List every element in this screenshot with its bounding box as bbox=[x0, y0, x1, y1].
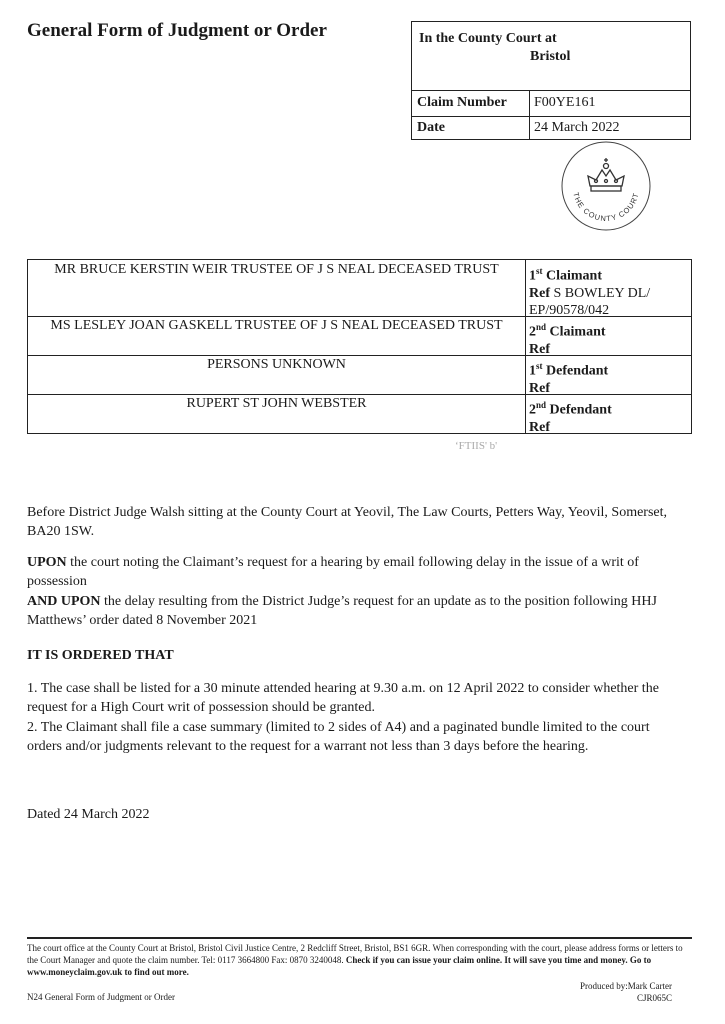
faint-stamp-mark: ʻFTIIS' b' bbox=[455, 440, 498, 452]
order-item-1: 1. The case shall be listed for a 30 minute attended hearing at 9.30 a.m. on 12 April 2022 to consider whether the request for a High Court writ of possession should be granted. bbox=[27, 681, 659, 715]
party-name-1: MR BRUCE KERSTIN WEIR TRUSTEE OF J S NEAL DECEASED TRUST bbox=[54, 262, 499, 277]
and-upon-paragraph: AND UPON the delay resulting from the District Judge’s request for an update as to the position following HHJ Matthews’ order dated 8 November 2021 bbox=[27, 594, 657, 628]
ordered-heading: IT IS ORDERED THAT bbox=[27, 648, 174, 663]
party-name-4: RUPERT ST JOHN WEBSTER bbox=[186, 396, 367, 411]
party-role-2: 2nd Claimant Ref bbox=[529, 322, 606, 357]
form-title: General Form of Judgment or Order bbox=[27, 20, 327, 41]
party-role-1: 1st Claimant Ref S BOWLEY DL/ EP/90578/042 bbox=[529, 266, 651, 318]
footer-divider bbox=[27, 937, 692, 939]
party-role-4: 2nd Defendant Ref bbox=[529, 400, 612, 435]
order-item-2: 2. The Claimant shall file a case summary (limited to 2 sides of A4) and a paginated bundle limited to the court orders and/or judgments relevant to the request for a warrant not less than 3 days before the hearing. bbox=[27, 720, 650, 754]
footer-court-info: The court office at the County Court at Bristol, Bristol Civil Justice Centre, 2 Redcliff Street, Bristol, BS1 6GR. When corresponding with the court, please address forms or letters to the Court Manager and quote the claim number. Tel: 0117 3664800 Fax: 0870 3240048. Check if you can issue your claim online. It will save you time and money. Go to www.moneyclaim.gov.uk to find out more. bbox=[27, 943, 683, 977]
footer-form-id: N24 General Form of Judgment or Order bbox=[27, 992, 175, 1002]
claim-number-value: F00YE161 bbox=[534, 95, 596, 110]
court-heading: In the County Court at bbox=[419, 31, 557, 46]
svg-text:THE COUNTY COURT: THE COUNTY COURT bbox=[571, 191, 641, 224]
party-name-2: MS LESLEY JOAN GASKELL TRUSTEE OF J S NEAL DECEASED TRUST bbox=[50, 318, 503, 333]
upon-paragraph: UPON the court noting the Claimant’s request for a hearing by email following delay in the issue of a writ of possession bbox=[27, 555, 639, 589]
party-name-3: PERSONS UNKNOWN bbox=[207, 357, 346, 372]
before-paragraph: Before District Judge Walsh sitting at the County Court at Yeovil, The Law Courts, Petters Way, Yeovil, Somerset, BA20 1SW. bbox=[27, 505, 668, 539]
court-name: Bristol bbox=[530, 49, 571, 64]
date-label: Date bbox=[417, 120, 445, 135]
dated-line: Dated 24 March 2022 bbox=[27, 807, 150, 822]
court-box bbox=[411, 21, 691, 140]
claim-number-label: Claim Number bbox=[417, 95, 507, 110]
date-value: 24 March 2022 bbox=[534, 120, 620, 135]
crown-seal-icon bbox=[560, 140, 652, 232]
party-role-3: 1st Defendant Ref bbox=[529, 361, 609, 396]
parties-table bbox=[27, 259, 692, 434]
footer-produced-by: Produced by:Mark Carter CJR065C bbox=[580, 981, 672, 1003]
